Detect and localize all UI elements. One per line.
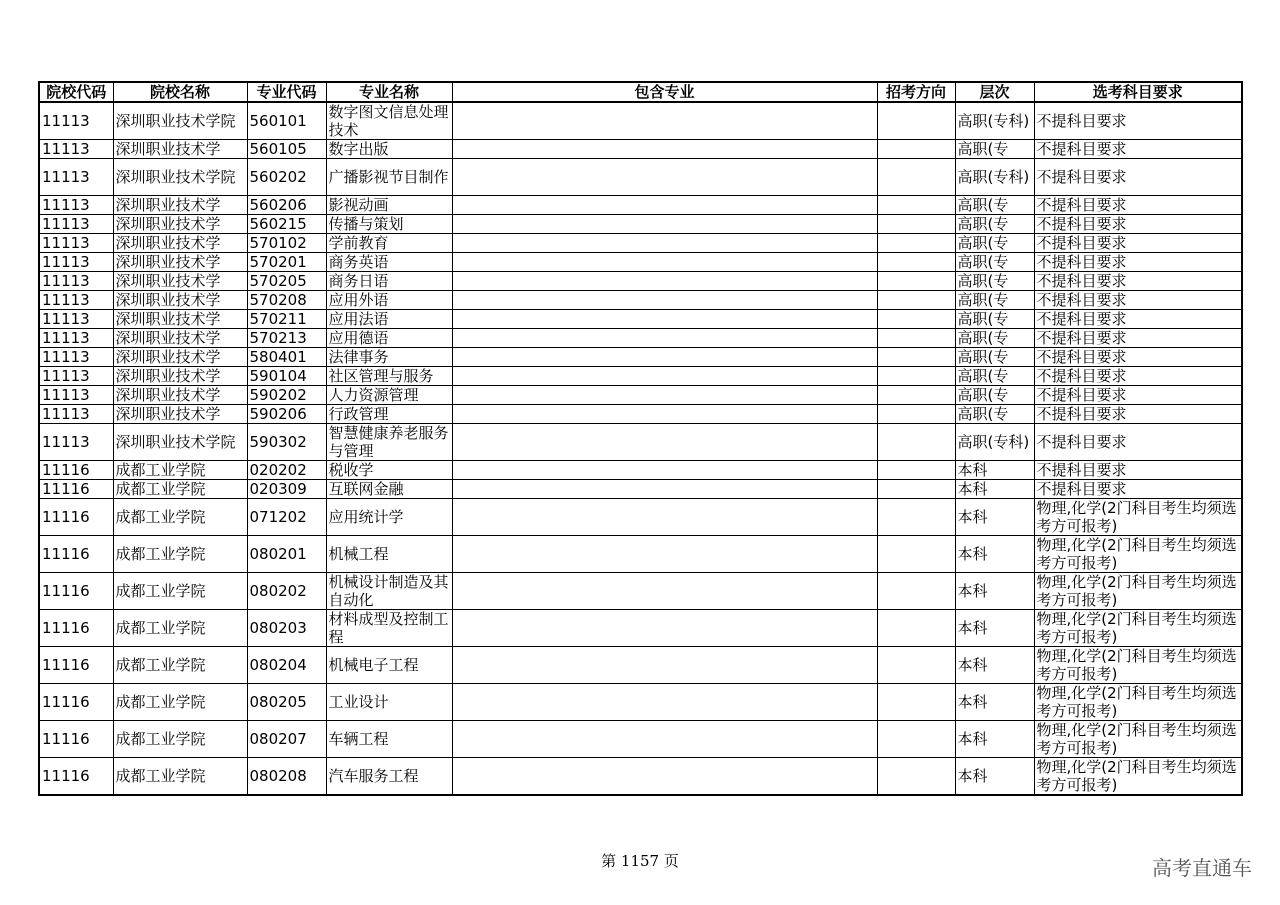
cell-included-majors [452, 196, 877, 215]
cell-major-code: 080207 [247, 721, 326, 758]
cell-subject-req: 不提科目要求 [1034, 196, 1242, 215]
cell-major-name: 社区管理与服务 [326, 367, 452, 386]
cell-subject-req: 不提科目要求 [1034, 310, 1242, 329]
cell-school-name: 成都工业学院 [113, 610, 247, 647]
cell-school-name: 深圳职业技术学 [113, 348, 247, 367]
cell-major-name: 行政管理 [326, 405, 452, 424]
cell-included-majors [452, 159, 877, 196]
cell-subject-req: 不提科目要求 [1034, 215, 1242, 234]
cell-subject-req: 物理,化学(2门科目考生均须选考方可报考) [1034, 758, 1242, 796]
cell-school-code: 11116 [39, 499, 113, 536]
cell-major-name: 数字出版 [326, 140, 452, 159]
cell-school-name: 深圳职业技术学 [113, 253, 247, 272]
cell-major-code: 020309 [247, 480, 326, 499]
cell-school-code: 11113 [39, 310, 113, 329]
cell-subject-req: 不提科目要求 [1034, 461, 1242, 480]
table-row [39, 253, 1242, 272]
table-row [39, 405, 1242, 424]
cell-direction [877, 758, 955, 796]
table-row [39, 310, 1242, 329]
cell-major-code: 590202 [247, 386, 326, 405]
cell-level: 高职(专 [955, 253, 1034, 272]
cell-included-majors [452, 758, 877, 796]
cell-level: 高职(专 [955, 367, 1034, 386]
cell-subject-req: 不提科目要求 [1034, 367, 1242, 386]
cell-major-name: 商务日语 [326, 272, 452, 291]
cell-subject-req: 不提科目要求 [1034, 272, 1242, 291]
table-row [39, 329, 1242, 348]
cell-major-code: 570205 [247, 272, 326, 291]
cell-included-majors [452, 234, 877, 253]
cell-school-name: 成都工业学院 [113, 536, 247, 573]
cell-direction [877, 721, 955, 758]
cell-major-code: 570201 [247, 253, 326, 272]
cell-subject-req: 不提科目要求 [1034, 480, 1242, 499]
cell-subject-req: 不提科目要求 [1034, 159, 1242, 196]
cell-included-majors [452, 140, 877, 159]
page-number: 第 1157 页 [601, 852, 679, 870]
cell-included-majors [452, 499, 877, 536]
cell-level: 本科 [955, 721, 1034, 758]
cell-school-name: 深圳职业技术学 [113, 272, 247, 291]
cell-direction [877, 140, 955, 159]
cell-major-name: 应用外语 [326, 291, 452, 310]
cell-direction [877, 102, 955, 140]
cell-school-code: 11116 [39, 647, 113, 684]
cell-direction [877, 684, 955, 721]
cell-level: 高职(专 [955, 310, 1034, 329]
cell-major-name: 数字图文信息处理技术 [326, 102, 452, 140]
table-row [39, 758, 1242, 796]
cell-direction [877, 196, 955, 215]
cell-school-name: 深圳职业技术学 [113, 386, 247, 405]
cell-major-name: 影视动画 [326, 196, 452, 215]
cell-school-name: 成都工业学院 [113, 573, 247, 610]
cell-major-code: 570208 [247, 291, 326, 310]
cell-school-code: 11113 [39, 272, 113, 291]
cell-level: 本科 [955, 499, 1034, 536]
cell-included-majors [452, 461, 877, 480]
cell-level: 本科 [955, 480, 1034, 499]
table-row [39, 721, 1242, 758]
cell-school-name: 深圳职业技术学 [113, 234, 247, 253]
cell-subject-req: 物理,化学(2门科目考生均须选考方可报考) [1034, 721, 1242, 758]
cell-school-code: 11113 [39, 405, 113, 424]
table-row [39, 272, 1242, 291]
cell-subject-req: 物理,化学(2门科目考生均须选考方可报考) [1034, 647, 1242, 684]
cell-included-majors [452, 253, 877, 272]
header-included-majors: 包含专业 [452, 82, 877, 102]
cell-included-majors [452, 348, 877, 367]
cell-major-code: 570213 [247, 329, 326, 348]
cell-major-code: 080202 [247, 573, 326, 610]
table-row [39, 196, 1242, 215]
cell-major-code: 570211 [247, 310, 326, 329]
cell-major-name: 车辆工程 [326, 721, 452, 758]
cell-level: 高职(专 [955, 329, 1034, 348]
table-row [39, 499, 1242, 536]
cell-major-code: 560206 [247, 196, 326, 215]
cell-level: 高职(专科) [955, 159, 1034, 196]
table-body [39, 102, 1242, 795]
header-major-code: 专业代码 [247, 82, 326, 102]
cell-major-name: 汽车服务工程 [326, 758, 452, 796]
cell-level: 本科 [955, 684, 1034, 721]
cell-direction [877, 234, 955, 253]
cell-school-name: 成都工业学院 [113, 684, 247, 721]
cell-major-code: 590206 [247, 405, 326, 424]
table-row [39, 102, 1242, 140]
cell-subject-req: 不提科目要求 [1034, 102, 1242, 140]
cell-school-code: 11113 [39, 196, 113, 215]
cell-included-majors [452, 386, 877, 405]
cell-school-code: 11116 [39, 461, 113, 480]
cell-included-majors [452, 647, 877, 684]
cell-major-code: 020202 [247, 461, 326, 480]
cell-subject-req: 不提科目要求 [1034, 140, 1242, 159]
cell-school-name: 成都工业学院 [113, 480, 247, 499]
cell-major-name: 传播与策划 [326, 215, 452, 234]
cell-major-code: 071202 [247, 499, 326, 536]
cell-direction [877, 405, 955, 424]
cell-major-name: 应用德语 [326, 329, 452, 348]
header-subject-req: 选考科目要求 [1034, 82, 1242, 102]
cell-subject-req: 物理,化学(2门科目考生均须选考方可报考) [1034, 536, 1242, 573]
cell-major-code: 080205 [247, 684, 326, 721]
cell-school-code: 11113 [39, 102, 113, 140]
table-row [39, 215, 1242, 234]
header-direction: 招考方向 [877, 82, 955, 102]
cell-major-name: 智慧健康养老服务与管理 [326, 424, 452, 461]
cell-school-code: 11116 [39, 573, 113, 610]
table-row [39, 348, 1242, 367]
cell-direction [877, 647, 955, 684]
cell-school-code: 11113 [39, 424, 113, 461]
cell-school-code: 11116 [39, 480, 113, 499]
cell-major-code: 080204 [247, 647, 326, 684]
cell-level: 高职(专 [955, 215, 1034, 234]
cell-school-code: 11113 [39, 386, 113, 405]
cell-major-name: 机械电子工程 [326, 647, 452, 684]
cell-school-name: 成都工业学院 [113, 499, 247, 536]
table-row [39, 461, 1242, 480]
cell-level: 本科 [955, 647, 1034, 684]
table-row [39, 424, 1242, 461]
cell-direction [877, 573, 955, 610]
cell-level: 高职(专 [955, 291, 1034, 310]
cell-major-name: 机械设计制造及其自动化 [326, 573, 452, 610]
cell-level: 高职(专 [955, 348, 1034, 367]
cell-direction [877, 461, 955, 480]
cell-direction [877, 272, 955, 291]
cell-school-code: 11113 [39, 234, 113, 253]
cell-level: 本科 [955, 461, 1034, 480]
cell-school-code: 11116 [39, 721, 113, 758]
cell-school-code: 11116 [39, 758, 113, 796]
cell-major-name: 税收学 [326, 461, 452, 480]
cell-direction [877, 348, 955, 367]
cell-school-name: 深圳职业技术学 [113, 367, 247, 386]
cell-school-name: 深圳职业技术学 [113, 329, 247, 348]
cell-school-code: 11113 [39, 348, 113, 367]
cell-direction [877, 329, 955, 348]
cell-major-code: 560215 [247, 215, 326, 234]
cell-school-name: 深圳职业技术学 [113, 140, 247, 159]
cell-subject-req: 不提科目要求 [1034, 291, 1242, 310]
cell-included-majors [452, 573, 877, 610]
cell-school-name: 成都工业学院 [113, 721, 247, 758]
cell-included-majors [452, 367, 877, 386]
cell-subject-req: 物理,化学(2门科目考生均须选考方可报考) [1034, 610, 1242, 647]
cell-major-code: 560105 [247, 140, 326, 159]
cell-major-name: 广播影视节目制作 [326, 159, 452, 196]
cell-included-majors [452, 272, 877, 291]
table-row [39, 610, 1242, 647]
cell-major-name: 学前教育 [326, 234, 452, 253]
cell-subject-req: 不提科目要求 [1034, 405, 1242, 424]
cell-included-majors [452, 215, 877, 234]
table-row [39, 647, 1242, 684]
cell-major-code: 080208 [247, 758, 326, 796]
cell-direction [877, 310, 955, 329]
cell-direction [877, 386, 955, 405]
cell-school-name: 深圳职业技术学 [113, 291, 247, 310]
table-row [39, 234, 1242, 253]
cell-school-code: 11116 [39, 684, 113, 721]
table-row [39, 140, 1242, 159]
cell-direction [877, 215, 955, 234]
cell-major-name: 应用统计学 [326, 499, 452, 536]
cell-level: 高职(专 [955, 140, 1034, 159]
admissions-table [38, 81, 1243, 796]
cell-school-name: 深圳职业技术学 [113, 310, 247, 329]
cell-school-name: 深圳职业技术学院 [113, 159, 247, 196]
cell-major-code: 560101 [247, 102, 326, 140]
cell-subject-req: 物理,化学(2门科目考生均须选考方可报考) [1034, 499, 1242, 536]
cell-direction [877, 253, 955, 272]
cell-direction [877, 499, 955, 536]
cell-included-majors [452, 405, 877, 424]
cell-major-name: 法律事务 [326, 348, 452, 367]
cell-school-name: 深圳职业技术学院 [113, 102, 247, 140]
cell-included-majors [452, 480, 877, 499]
cell-major-code: 580401 [247, 348, 326, 367]
cell-subject-req: 不提科目要求 [1034, 348, 1242, 367]
cell-school-code: 11113 [39, 215, 113, 234]
table-row [39, 536, 1242, 573]
cell-level: 高职(专 [955, 386, 1034, 405]
cell-direction [877, 424, 955, 461]
cell-major-name: 工业设计 [326, 684, 452, 721]
cell-direction [877, 536, 955, 573]
cell-level: 本科 [955, 573, 1034, 610]
cell-direction [877, 159, 955, 196]
cell-school-name: 成都工业学院 [113, 461, 247, 480]
cell-school-name: 深圳职业技术学院 [113, 424, 247, 461]
cell-subject-req: 物理,化学(2门科目考生均须选考方可报考) [1034, 573, 1242, 610]
header-school-code: 院校代码 [39, 82, 113, 102]
cell-major-name: 应用法语 [326, 310, 452, 329]
cell-level: 本科 [955, 536, 1034, 573]
table-row [39, 367, 1242, 386]
cell-school-name: 成都工业学院 [113, 758, 247, 796]
cell-major-code: 080201 [247, 536, 326, 573]
table-row [39, 480, 1242, 499]
cell-school-name: 成都工业学院 [113, 647, 247, 684]
cell-school-code: 11113 [39, 253, 113, 272]
header-row [39, 82, 1242, 102]
cell-included-majors [452, 424, 877, 461]
cell-included-majors [452, 102, 877, 140]
cell-direction [877, 610, 955, 647]
cell-school-code: 11113 [39, 291, 113, 310]
cell-subject-req: 不提科目要求 [1034, 386, 1242, 405]
cell-school-name: 深圳职业技术学 [113, 196, 247, 215]
table-row [39, 573, 1242, 610]
cell-school-code: 11113 [39, 140, 113, 159]
cell-major-name: 人力资源管理 [326, 386, 452, 405]
cell-school-code: 11113 [39, 367, 113, 386]
header-level: 层次 [955, 82, 1034, 102]
cell-major-code: 080203 [247, 610, 326, 647]
cell-subject-req: 不提科目要求 [1034, 329, 1242, 348]
cell-included-majors [452, 684, 877, 721]
cell-school-name: 深圳职业技术学 [113, 215, 247, 234]
cell-level: 本科 [955, 610, 1034, 647]
table-row [39, 684, 1242, 721]
cell-direction [877, 291, 955, 310]
cell-school-name: 深圳职业技术学 [113, 405, 247, 424]
cell-major-name: 机械工程 [326, 536, 452, 573]
cell-school-code: 11116 [39, 610, 113, 647]
cell-direction [877, 480, 955, 499]
table-row [39, 159, 1242, 196]
cell-major-code: 590302 [247, 424, 326, 461]
cell-major-code: 560202 [247, 159, 326, 196]
cell-level: 高职(专科) [955, 424, 1034, 461]
cell-included-majors [452, 721, 877, 758]
watermark-text: 高考直通车 [1152, 856, 1252, 880]
cell-major-code: 590104 [247, 367, 326, 386]
cell-school-code: 11116 [39, 536, 113, 573]
cell-school-code: 11113 [39, 329, 113, 348]
header-major-name: 专业名称 [326, 82, 452, 102]
cell-subject-req: 不提科目要求 [1034, 424, 1242, 461]
cell-subject-req: 不提科目要求 [1034, 253, 1242, 272]
cell-included-majors [452, 310, 877, 329]
cell-level: 高职(专 [955, 405, 1034, 424]
cell-level: 高职(专 [955, 234, 1034, 253]
cell-included-majors [452, 329, 877, 348]
cell-included-majors [452, 291, 877, 310]
cell-level: 高职(专科) [955, 102, 1034, 140]
table-row [39, 291, 1242, 310]
cell-level: 高职(专 [955, 196, 1034, 215]
cell-major-name: 材料成型及控制工程 [326, 610, 452, 647]
header-school-name: 院校名称 [113, 82, 247, 102]
cell-level: 高职(专 [955, 272, 1034, 291]
cell-included-majors [452, 536, 877, 573]
cell-school-code: 11113 [39, 159, 113, 196]
cell-included-majors [452, 610, 877, 647]
table-row [39, 386, 1242, 405]
cell-major-name: 互联网金融 [326, 480, 452, 499]
cell-level: 本科 [955, 758, 1034, 796]
cell-subject-req: 不提科目要求 [1034, 234, 1242, 253]
cell-direction [877, 367, 955, 386]
cell-subject-req: 物理,化学(2门科目考生均须选考方可报考) [1034, 684, 1242, 721]
cell-major-name: 商务英语 [326, 253, 452, 272]
cell-major-code: 570102 [247, 234, 326, 253]
